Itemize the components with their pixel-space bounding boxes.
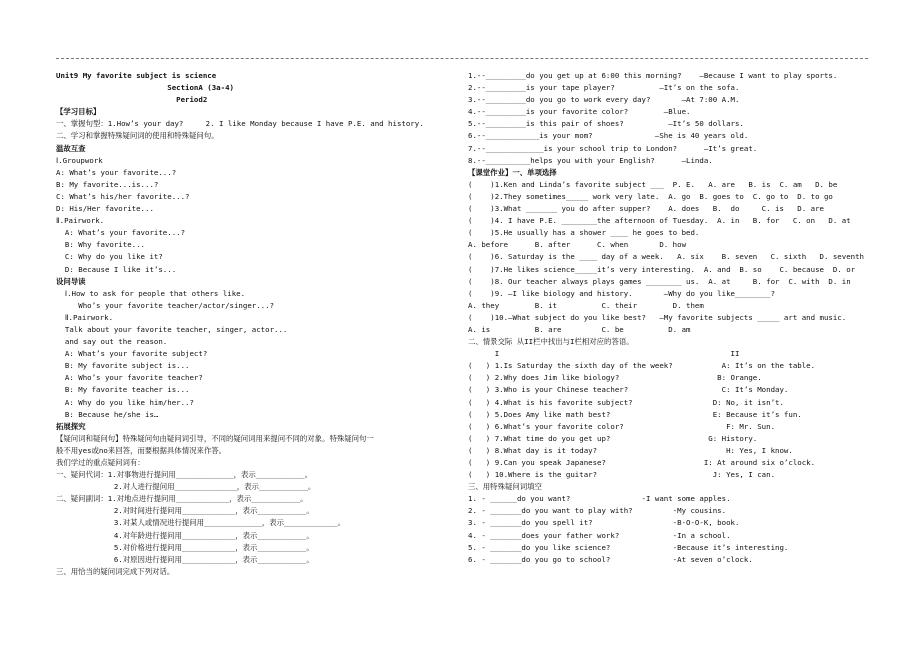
text-line: ( ) 6.What’s your favorite color? F: Mr. Sun. bbox=[468, 421, 776, 431]
text-line: Talk about your favorite teacher, singer, actor... bbox=[56, 324, 288, 334]
text-line: 3.对某人或情况进行提问用_____________，表示____________。 bbox=[56, 518, 345, 528]
text-line: ( )2.They sometimes_____ work very late. A. go B. goes to C. go to D. to go bbox=[468, 191, 833, 201]
text-line: A: Who’s your favorite teacher? bbox=[56, 373, 203, 383]
text-line: 2.对人进行提问用______________，表示___________。 bbox=[56, 482, 316, 492]
text-line: ( )4. I have P.E. ________the afternoon of Tuesday. A. in B. for C. on D. at bbox=[468, 216, 851, 226]
text-line: 2. - _______do you want to play with? -My cousins. bbox=[468, 506, 727, 516]
text-line: 一、疑问代词：1.对事物进行提问用_____________，表示___________。 bbox=[56, 470, 313, 480]
text-line: ( )1.Ken and Linda’s favorite subject ___ P. E. A. are B. is C. am D. be bbox=[468, 179, 838, 189]
left-column bbox=[56, 70, 456, 578]
text-line: 5.--_________is this pair of shoes? —It’s 50 dollars. bbox=[468, 119, 744, 129]
text-line: ( ) 1.Is Saturday the sixth day of the week? A: It’s on the table. bbox=[468, 361, 816, 371]
text-line: 温故互查 bbox=[56, 143, 86, 153]
text-line: 4.--_________is your favorite color? —Blue. bbox=[468, 107, 691, 117]
text-line: ( )9. —I like biology and history. —Why do you like________? bbox=[468, 288, 776, 298]
text-line: B: My favorite subject is... bbox=[56, 361, 190, 371]
text-line: 6.--____________is your mom? —She is 40 years old. bbox=[468, 131, 749, 141]
text-line: 6.对原因进行提问用____________，表示___________。 bbox=[56, 554, 314, 564]
text-line: Ⅱ.Pairwork. bbox=[56, 312, 114, 322]
text-line: and say out the reason. bbox=[56, 337, 168, 347]
text-line: A: What’s your favorite subject? bbox=[56, 349, 208, 359]
text-line: ( ) 2.Why does Jim like biology? B: Orange. bbox=[468, 373, 762, 383]
text-line: 2.--_________is your tape player? —It’s on the sofa. bbox=[468, 83, 740, 93]
text-line: ( ) 4.What is his favorite subject? D: No, it isn’t. bbox=[468, 397, 784, 407]
text-line: 【疑问词和疑问句】特殊疑问句由疑问词引导，不同的疑问词用来提问不同的对象。特殊疑问句一 bbox=[56, 433, 374, 443]
text-line: B: My favorite...is...? bbox=[56, 179, 159, 189]
text-line: ( ) 10.Where is the guitar? J: Yes, I can. bbox=[468, 470, 776, 480]
text-line: 4.对年龄进行提问用____________，表示___________。 bbox=[56, 530, 314, 540]
top-dashed-rule bbox=[56, 58, 868, 59]
text-line: 三、用特殊疑问词填空 bbox=[468, 482, 542, 492]
text-line: D: Because I like it’s... bbox=[56, 264, 177, 274]
text-line: A: What’s your favorite...? bbox=[56, 167, 177, 177]
text-line: A: Why do you like him/her..? bbox=[56, 397, 194, 407]
text-line: D: His/Her favorite... bbox=[56, 204, 154, 214]
text-line: 般不用yes或no来回答，而要根据具体情况来作答。 bbox=[56, 445, 227, 455]
text-line: 8.--__________helps you with your English? —Linda. bbox=[468, 155, 713, 165]
text-line: 2.对时间进行提问用____________，表示___________。 bbox=[56, 506, 314, 516]
text-line: A. they B. it C. their D. them bbox=[468, 300, 704, 310]
text-line: 【学习目标】 bbox=[56, 107, 101, 117]
text-line: 三、用恰当的疑问词完成下列对话。 bbox=[56, 566, 175, 576]
text-line: ( )5.He usually has a shower ____ he goes to bed. bbox=[468, 228, 700, 238]
text-line: ( )8. Our teacher always plays games ________ us. A. at B. for C. with D. in bbox=[468, 276, 851, 286]
text-line: ( ) 5.Does Amy like math best? E: Because it’s fun. bbox=[468, 409, 802, 419]
text-line: 二、疑问副词：1.对地点进行提问用____________，表示___________。 bbox=[56, 494, 308, 504]
text-line: A: What’s your favorite...? bbox=[56, 228, 186, 238]
text-line: 3.--_________do you go to work every day? —At 7:00 A.M. bbox=[468, 95, 740, 105]
text-line: 6. - _______do you go to school? -At seven o’clock. bbox=[468, 554, 753, 564]
text-line: 5.对价格进行提问用____________，表示___________。 bbox=[56, 542, 314, 552]
text-line: 一、掌握句型：1.How’s your day? 2. I like Monday because I have P.E. and history. bbox=[56, 119, 424, 129]
text-line: B: Why favorite... bbox=[56, 240, 145, 250]
text-line: I II bbox=[468, 349, 740, 359]
text-line: ( )6. Saturday is the ____ day of a week. A. six B. seven C. sixth D. seventh bbox=[468, 252, 865, 262]
text-line: 拓展探究 bbox=[56, 421, 86, 431]
text-line: ( )7.He likes science_____it’s very interesting. A. and B. so C. because D. or bbox=[468, 264, 856, 274]
text-line: 二、学习和掌握特殊疑问词的使用和特殊疑问句。 bbox=[56, 131, 219, 141]
text-line: ( ) 7.What time do you get up? G: History. bbox=[468, 433, 758, 443]
text-line: SectionA (3a-4) bbox=[56, 83, 234, 93]
text-line: ( ) 8.What day is it today? H: Yes, I know. bbox=[468, 445, 793, 455]
text-line: Period2 bbox=[56, 95, 208, 105]
text-line: 5. - _______do you like science? -Because it’s interesting. bbox=[468, 542, 789, 552]
text-line: 1. - ______do you want? -I want some apples. bbox=[468, 494, 731, 504]
right-column bbox=[468, 70, 888, 566]
text-line: Ⅱ.Pairwork. bbox=[56, 216, 105, 226]
text-line: ( ) 9.Can you speak Japanese? I: At around six o’clock. bbox=[468, 458, 816, 467]
text-line: A. before B. after C. when D. how bbox=[468, 240, 687, 250]
text-line: 设问导读 bbox=[56, 276, 86, 286]
text-line: 【课堂作业】一、单项选择 bbox=[468, 167, 557, 177]
text-line: Who’s your favorite teacher/actor/singer...? bbox=[56, 300, 275, 310]
text-line: C: Why do you like it? bbox=[56, 252, 163, 262]
text-line: Ⅰ.How to ask for people that others like. bbox=[56, 288, 246, 298]
text-line: B: My favorite teacher is... bbox=[56, 385, 190, 395]
text-line: Unit9 My favorite subject is science bbox=[56, 71, 217, 80]
text-line: 1.--_________do you get up at 6:00 this morning? —Because I want to play sports. bbox=[468, 71, 838, 80]
text-line: B: Because he/she is… bbox=[56, 409, 159, 419]
text-line: 3. - _______do you spell it? -B-O-O-K, book. bbox=[468, 518, 740, 528]
text-line: A. is B. are C. be D. am bbox=[468, 324, 691, 334]
text-line: 我们学过的重点疑问词有： bbox=[56, 458, 145, 467]
text-line: 二、情景交际 从II栏中找出与I栏相对应的答语。 bbox=[468, 337, 634, 347]
text-line: C: What’s his/her favorite...? bbox=[56, 191, 190, 201]
text-line: ( )10.—What subject do you like best? —My favorite subjects _____ art and music. bbox=[468, 312, 847, 322]
text-line: 4. - _______does your father work? -In a school. bbox=[468, 530, 731, 540]
text-line: ( )3.What _______ you do after supper? A. does B. do C. is D. are bbox=[468, 204, 824, 214]
text-line: 7.--_____________is your school trip to London? —It’s great. bbox=[468, 143, 758, 153]
text-line: ( ) 3.Who is your Chinese teacher? C: It’s Monday. bbox=[468, 385, 789, 395]
text-line: Ⅰ.Groupwork bbox=[56, 155, 103, 165]
